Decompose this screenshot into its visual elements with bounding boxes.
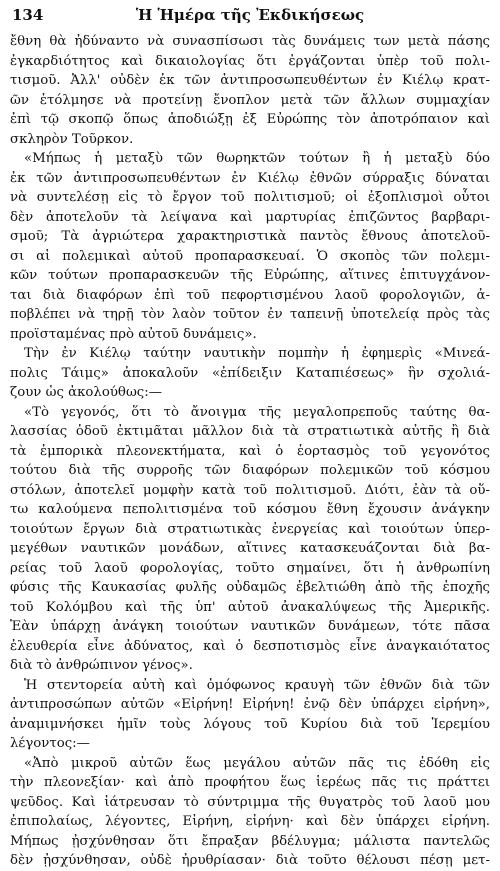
text-line: ἐπιπολαίως, λέγοντες, Εἰρήνη, εἰρήνη· καὶ δὲν ὑπάρχει εἰρήνη. xyxy=(10,814,490,829)
text-line: τὴν πλεονεξίαν· καὶ ἀπὸ προφήτου ἕως ἱερέως πᾶς τις πράττει xyxy=(10,775,490,790)
paragraph xyxy=(10,32,490,149)
text-line: λασσίας ὁδοῦ ἐκτιμᾶται μᾶλλον διὰ τὰ στρατιωτικὰ αὐτῆς ἢ διὰ xyxy=(10,424,490,439)
text-line: σκληρὸν Τοῦρκον. xyxy=(10,131,134,147)
text-line: Ἡ στεντορεία αὐτὴ καὶ ὁμόφωνος κραυγὴ τῶν ἐθνῶν διὰ τῶν xyxy=(24,677,490,693)
text-line: Μήπως ᾐσχύνθησαν ὅτι ἔπραξαν βδέλυγμα; μάλιστα παντελῶς xyxy=(10,833,490,849)
paragraph xyxy=(10,754,490,871)
text-line: ἐπὶ τῷ σκοπῷ ὅπως ἀποδιώξῃ ἐξ Εὐρώπης τὸν ἀποτρόπαιον καὶ xyxy=(10,112,490,127)
text-line: ἀντιπροσώπων αὐτῶν «Εἰρήνη! Εἰρήνη! ἐνῷ δὲν ὑπάρχει εἰρήνη», xyxy=(10,697,490,712)
text-line: ῶν ἐτόλμησε νὰ προτείνῃ ἔνοπλον μετὰ τῶν ἄλλων συμμαχίαν xyxy=(10,92,490,108)
body-text xyxy=(10,32,490,871)
text-line: ζουν ὡς ἀκολούθως:— xyxy=(10,385,163,400)
text-line: δὲν ἀποτελοῦν τὰ λείψανα καὶ μαρτυρίας ἐπιζῶντος βαρβαρι- xyxy=(10,209,490,225)
text-line: φύσις τῆς Καυκασίας φυλῆς οὐδαμῶς ἐβελτιώθη ἀπὸ τῆς ἐποχῆς xyxy=(10,580,490,595)
text-line: τούτου διὰ τῆς συρροῆς τῶν διαφόρων πολεμικῶν τοῦ κόσμου xyxy=(10,463,490,478)
text-line: ται διὰ διαφόρων ἐπὶ τοῦ πεφορτισμένου λαοῦ φορολογιῶν, ἀ- xyxy=(10,287,490,303)
text-line: ἔθνη θὰ ἠδύναντο νὰ συνασπίσωσι τὰς δυνάμεις των μετὰ πάσης xyxy=(10,34,490,49)
text-line: ἀναμιμνήσκει ἡμῖν τοὺς λόγους τοῦ Κυρίου διὰ τοῦ Ἱερεμίου xyxy=(10,716,490,732)
page-header xyxy=(10,4,490,32)
text-line: κῶν τούτων προπαρασκευῶν τῆς Εὐρώπης, αἵτινες ἐπιτυγχάνον- xyxy=(10,268,490,283)
text-line: μεγέθων ναυτικῶν μονάδων, αἵτινες κατασκευάζονται διὰ βα- xyxy=(10,541,490,556)
text-line: «Τὸ γεγονός, ὅτι τὸ ἄνοιγμα τῆς μεγαλοπρεποῦς ταύτης θα- xyxy=(24,404,490,420)
text-line: ἐλευθερία εἶνε ἀδύνατος, καὶ ὁ δεσποτισμὸς εἶνε ἀναγκαιότατος xyxy=(10,638,490,654)
page-number: 134 xyxy=(12,6,44,24)
text-line: «Ἀπὸ μικροῦ αὐτῶν ἕως μεγάλου αὐτῶν πᾶς τις ἐδόθη εἰς xyxy=(24,755,490,771)
text-line: ἐκ τῶν ἀντιπροσωπευθέντων ἐν Κιέλῳ ἐθνῶν σύρραξις δύναται xyxy=(10,170,490,186)
text-line: ψεῦδος. Καὶ ἰάτρευσαν τὸ σύντριμμα τῆς θυγατρὸς τοῦ λαοῦ μου xyxy=(10,794,490,810)
text-line: τοῦ Κολόμβου καὶ τῆς ὑπ' αὐτοῦ ἀνακαλύψεως τῆς Ἀμερικῆς. xyxy=(10,599,490,615)
text-line: Ἐὰν ὑπάρχῃ ἀνάγκη τοιούτων ναυτικῶν δυνάμεων, τότε πᾶσα xyxy=(10,619,490,634)
text-line: πολις Τάιμς» ἀποκαλοῦν «ἐπίδειξιν Καταπιέσεως» ἣν σχολιά- xyxy=(10,365,490,381)
text-line: Τὴν ἐν Κιέλῳ ταύτην ναυτικὴν πομπὴν ἡ ἐφημερὶς «Μινεά- xyxy=(24,346,490,361)
text-line: τοιούτων ἔργων διὰ στρατιωτικὰς ἐνεργείας καὶ τοιούτων ὑπερ- xyxy=(10,521,490,537)
text-line: προϊσταμένας πρὸ αὐτοῦ δυνάμεις». xyxy=(10,326,257,342)
running-title: Ἡ Ἡμέρα τῆς Ἐκδικήσεως xyxy=(135,6,365,24)
text-line: νὰ συντελέσῃ εἰς τὸ ἔργον τοῦ πολιτισμοῦ; οἱ ἐξοπλισμοὶ οὗτοι xyxy=(10,190,490,205)
text-line: σμοῦ; Τὰ ἀγριώτερα χαρακτηριστικὰ παντὸς ἔθνους ἀποτελοῦ- xyxy=(10,229,490,244)
text-line: στόλων, ἀποτελεῖ μομφὴν κατὰ τοῦ πολιτισμοῦ. Διότι, ἐὰν τὰ οὕ- xyxy=(10,482,490,498)
paragraph xyxy=(10,149,490,344)
text-line: τισμοῦ. Ἀλλ' οὐδὲν ἐκ τῶν ἀντιπροσωπευθέντων ἐν Κιέλῳ κρατ- xyxy=(10,73,490,88)
text-line: ἐγκαρδιότητος καὶ δικαιολογίας ὅτι ἐργάζονται ὑπὲρ τοῦ πολι- xyxy=(10,53,490,69)
text-line: ρείας τοῦ λαοῦ φορολογίας, τοῦτο σημαίνει, ὅτι ἡ ἀνθρωπίνη xyxy=(10,560,490,576)
text-line: τὰ ἐμπορικὰ πλεονεκτήματα, καὶ ὁ ἑορτασμὸς τοῦ γεγονότος xyxy=(10,443,490,459)
paragraph xyxy=(10,676,490,754)
text-line: «Μήπως ἡ μεταξὺ τῶν θωρηκτῶν τούτων ἢ ἡ μεταξὺ δύο xyxy=(24,151,490,166)
text-line: τω καλούμενα πεπολιτισμένα τοῦ κόσμου ἔθνη ἔχουσιν ἀνάγκην xyxy=(10,502,490,517)
paragraph xyxy=(10,403,490,676)
text-line: ποβλέπει νὰ τηρῇ τὸν λαὸν τοῦτον ἐν ταπεινῇ ὑποτελείᾳ πρὸς τὰς xyxy=(10,307,490,322)
text-line: διὰ τὸ ἀνθρώπινον γένος». xyxy=(10,658,193,673)
text-line: σι αἱ πολεμικαὶ αὐτοῦ προπαρασκευαί. Ὁ σκοπὸς τῶν πολεμι- xyxy=(10,248,490,264)
paragraph xyxy=(10,344,490,403)
text-line: δὲν ᾐσχύνθησαν, οὐδὲ ἠρυθρίασαν· διὰ τοῦτο θέλουσι πέσῃ μετ- xyxy=(10,853,490,868)
text-line: λέγοντος:— xyxy=(10,736,90,751)
